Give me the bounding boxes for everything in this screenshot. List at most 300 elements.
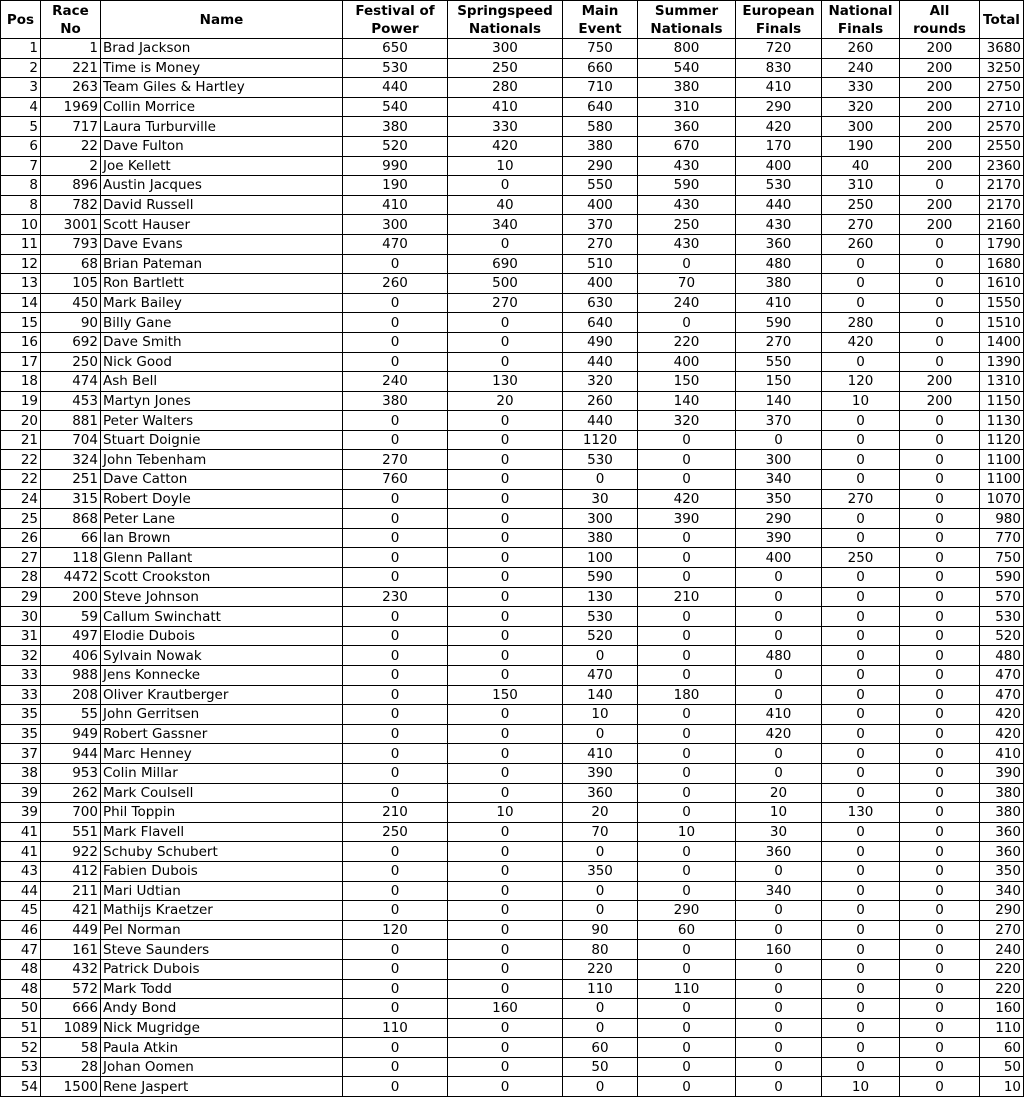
cell-name: Scott Hauser xyxy=(101,215,343,235)
cell-race-no: 22 xyxy=(41,136,101,156)
cell-european-finals: 0 xyxy=(736,744,822,764)
cell-festival-of-power: 0 xyxy=(343,763,448,783)
cell-pos: 48 xyxy=(1,959,41,979)
cell-festival-of-power: 0 xyxy=(343,861,448,881)
cell-name: Dave Evans xyxy=(101,234,343,254)
cell-race-no: 700 xyxy=(41,803,101,823)
cell-race-no: 988 xyxy=(41,666,101,686)
cell-all-rounds: 0 xyxy=(900,920,980,940)
cell-summer-nationals: 0 xyxy=(638,470,736,490)
table-row xyxy=(1,509,1024,529)
table-row xyxy=(1,724,1024,744)
cell-main-event: 0 xyxy=(563,999,638,1019)
cell-summer-nationals: 220 xyxy=(638,332,736,352)
cell-race-no: 497 xyxy=(41,626,101,646)
cell-european-finals: 0 xyxy=(736,568,822,588)
cell-european-finals: 410 xyxy=(736,78,822,98)
cell-national-finals: 330 xyxy=(822,78,900,98)
cell-summer-nationals: 320 xyxy=(638,411,736,431)
cell-national-finals: 0 xyxy=(822,528,900,548)
cell-main-event: 490 xyxy=(563,332,638,352)
cell-summer-nationals: 0 xyxy=(638,548,736,568)
cell-all-rounds: 0 xyxy=(900,332,980,352)
cell-main-event: 0 xyxy=(563,901,638,921)
cell-summer-nationals: 670 xyxy=(638,136,736,156)
cell-pos: 51 xyxy=(1,1018,41,1038)
cell-race-no: 449 xyxy=(41,920,101,940)
cell-name: Glenn Pallant xyxy=(101,548,343,568)
cell-pos: 5 xyxy=(1,117,41,137)
cell-total: 290 xyxy=(980,901,1024,921)
cell-pos: 15 xyxy=(1,313,41,333)
cell-springspeed-nationals: 0 xyxy=(448,1077,563,1097)
cell-main-event: 0 xyxy=(563,1018,638,1038)
cell-pos: 17 xyxy=(1,352,41,372)
cell-european-finals: 0 xyxy=(736,999,822,1019)
cell-summer-nationals: 70 xyxy=(638,274,736,294)
cell-total: 2170 xyxy=(980,195,1024,215)
table-row xyxy=(1,136,1024,156)
cell-main-event: 530 xyxy=(563,450,638,470)
cell-european-finals: 0 xyxy=(736,763,822,783)
cell-festival-of-power: 230 xyxy=(343,587,448,607)
table-row xyxy=(1,842,1024,862)
cell-european-finals: 350 xyxy=(736,489,822,509)
cell-main-event: 400 xyxy=(563,195,638,215)
cell-springspeed-nationals: 250 xyxy=(448,58,563,78)
cell-race-no: 868 xyxy=(41,509,101,529)
cell-main-event: 470 xyxy=(563,666,638,686)
cell-festival-of-power: 0 xyxy=(343,528,448,548)
cell-national-finals: 0 xyxy=(822,1057,900,1077)
cell-festival-of-power: 0 xyxy=(343,842,448,862)
cell-all-rounds: 0 xyxy=(900,607,980,627)
cell-pos: 35 xyxy=(1,705,41,725)
cell-main-event: 510 xyxy=(563,254,638,274)
cell-pos: 10 xyxy=(1,215,41,235)
cell-pos: 2 xyxy=(1,58,41,78)
cell-national-finals: 0 xyxy=(822,881,900,901)
table-row xyxy=(1,391,1024,411)
cell-main-event: 70 xyxy=(563,822,638,842)
cell-festival-of-power: 0 xyxy=(343,1077,448,1097)
cell-festival-of-power: 0 xyxy=(343,744,448,764)
cell-european-finals: 370 xyxy=(736,411,822,431)
cell-race-no: 55 xyxy=(41,705,101,725)
cell-festival-of-power: 120 xyxy=(343,920,448,940)
cell-summer-nationals: 430 xyxy=(638,156,736,176)
cell-name: Colin Millar xyxy=(101,763,343,783)
cell-summer-nationals: 0 xyxy=(638,724,736,744)
table-row xyxy=(1,548,1024,568)
cell-pos: 22 xyxy=(1,450,41,470)
cell-name: Oliver Krautberger xyxy=(101,685,343,705)
cell-all-rounds: 0 xyxy=(900,1038,980,1058)
cell-all-rounds: 0 xyxy=(900,1077,980,1097)
cell-pos: 14 xyxy=(1,293,41,313)
cell-festival-of-power: 0 xyxy=(343,646,448,666)
cell-springspeed-nationals: 0 xyxy=(448,822,563,842)
cell-pos: 47 xyxy=(1,940,41,960)
cell-springspeed-nationals: 330 xyxy=(448,117,563,137)
cell-race-no: 944 xyxy=(41,744,101,764)
cell-total: 2550 xyxy=(980,136,1024,156)
cell-total: 480 xyxy=(980,646,1024,666)
cell-national-finals: 0 xyxy=(822,450,900,470)
cell-national-finals: 0 xyxy=(822,783,900,803)
table-row xyxy=(1,666,1024,686)
cell-main-event: 520 xyxy=(563,626,638,646)
cell-national-finals: 0 xyxy=(822,293,900,313)
cell-total: 110 xyxy=(980,1018,1024,1038)
cell-name: Elodie Dubois xyxy=(101,626,343,646)
cell-festival-of-power: 0 xyxy=(343,940,448,960)
cell-race-no: 412 xyxy=(41,861,101,881)
cell-main-event: 30 xyxy=(563,489,638,509)
table-row xyxy=(1,1018,1024,1038)
cell-race-no: 474 xyxy=(41,372,101,392)
cell-springspeed-nationals: 10 xyxy=(448,156,563,176)
cell-summer-nationals: 540 xyxy=(638,58,736,78)
cell-name: Austin Jacques xyxy=(101,176,343,196)
table-row xyxy=(1,920,1024,940)
cell-national-finals: 0 xyxy=(822,646,900,666)
cell-name: Robert Doyle xyxy=(101,489,343,509)
cell-pos: 33 xyxy=(1,666,41,686)
cell-all-rounds: 0 xyxy=(900,352,980,372)
cell-summer-nationals: 250 xyxy=(638,215,736,235)
cell-all-rounds: 0 xyxy=(900,548,980,568)
cell-total: 160 xyxy=(980,999,1024,1019)
cell-race-no: 953 xyxy=(41,763,101,783)
cell-main-event: 360 xyxy=(563,783,638,803)
cell-summer-nationals: 0 xyxy=(638,254,736,274)
table-row xyxy=(1,450,1024,470)
cell-pos: 31 xyxy=(1,626,41,646)
cell-all-rounds: 0 xyxy=(900,450,980,470)
cell-total: 590 xyxy=(980,568,1024,588)
cell-total: 2360 xyxy=(980,156,1024,176)
cell-main-event: 440 xyxy=(563,352,638,372)
cell-race-no: 262 xyxy=(41,783,101,803)
cell-summer-nationals: 0 xyxy=(638,842,736,862)
cell-name: Peter Lane xyxy=(101,509,343,529)
cell-national-finals: 0 xyxy=(822,959,900,979)
cell-all-rounds: 0 xyxy=(900,489,980,509)
cell-all-rounds: 0 xyxy=(900,901,980,921)
cell-main-event: 300 xyxy=(563,509,638,529)
table-row xyxy=(1,861,1024,881)
cell-total: 2750 xyxy=(980,78,1024,98)
cell-name: Joe Kellett xyxy=(101,156,343,176)
cell-european-finals: 360 xyxy=(736,234,822,254)
cell-pos: 8 xyxy=(1,195,41,215)
cell-springspeed-nationals: 690 xyxy=(448,254,563,274)
cell-springspeed-nationals: 0 xyxy=(448,626,563,646)
cell-springspeed-nationals: 420 xyxy=(448,136,563,156)
cell-european-finals: 0 xyxy=(736,626,822,646)
cell-total: 2160 xyxy=(980,215,1024,235)
cell-pos: 54 xyxy=(1,1077,41,1097)
header-summer-nationals: Summer Nationals xyxy=(638,1,736,39)
cell-total: 570 xyxy=(980,587,1024,607)
cell-all-rounds: 200 xyxy=(900,58,980,78)
header-national-finals: National Finals xyxy=(822,1,900,39)
cell-summer-nationals: 140 xyxy=(638,391,736,411)
cell-springspeed-nationals: 0 xyxy=(448,783,563,803)
table-row xyxy=(1,293,1024,313)
cell-festival-of-power: 110 xyxy=(343,1018,448,1038)
cell-european-finals: 550 xyxy=(736,352,822,372)
cell-race-no: 324 xyxy=(41,450,101,470)
cell-total: 1100 xyxy=(980,450,1024,470)
cell-summer-nationals: 0 xyxy=(638,430,736,450)
cell-springspeed-nationals: 0 xyxy=(448,763,563,783)
cell-pos: 24 xyxy=(1,489,41,509)
cell-total: 240 xyxy=(980,940,1024,960)
cell-summer-nationals: 290 xyxy=(638,901,736,921)
cell-european-finals: 360 xyxy=(736,842,822,862)
cell-all-rounds: 0 xyxy=(900,528,980,548)
cell-all-rounds: 0 xyxy=(900,940,980,960)
cell-race-no: 666 xyxy=(41,999,101,1019)
cell-national-finals: 0 xyxy=(822,999,900,1019)
cell-name: Mark Flavell xyxy=(101,822,343,842)
cell-summer-nationals: 110 xyxy=(638,979,736,999)
cell-race-no: 881 xyxy=(41,411,101,431)
cell-festival-of-power: 210 xyxy=(343,803,448,823)
cell-summer-nationals: 0 xyxy=(638,1018,736,1038)
cell-pos: 53 xyxy=(1,1057,41,1077)
cell-total: 2170 xyxy=(980,176,1024,196)
cell-total: 2710 xyxy=(980,97,1024,117)
cell-summer-nationals: 0 xyxy=(638,705,736,725)
table-row xyxy=(1,587,1024,607)
cell-race-no: 453 xyxy=(41,391,101,411)
cell-all-rounds: 0 xyxy=(900,509,980,529)
cell-summer-nationals: 0 xyxy=(638,1057,736,1077)
cell-european-finals: 270 xyxy=(736,332,822,352)
cell-national-finals: 130 xyxy=(822,803,900,823)
cell-springspeed-nationals: 0 xyxy=(448,646,563,666)
cell-springspeed-nationals: 300 xyxy=(448,39,563,59)
cell-european-finals: 590 xyxy=(736,313,822,333)
cell-race-no: 692 xyxy=(41,332,101,352)
cell-all-rounds: 0 xyxy=(900,685,980,705)
table-row xyxy=(1,156,1024,176)
cell-festival-of-power: 0 xyxy=(343,783,448,803)
table-row xyxy=(1,195,1024,215)
cell-springspeed-nationals: 0 xyxy=(448,881,563,901)
cell-national-finals: 190 xyxy=(822,136,900,156)
cell-pos: 3 xyxy=(1,78,41,98)
table-row xyxy=(1,430,1024,450)
cell-main-event: 60 xyxy=(563,1038,638,1058)
cell-pos: 39 xyxy=(1,783,41,803)
cell-race-no: 896 xyxy=(41,176,101,196)
cell-festival-of-power: 0 xyxy=(343,411,448,431)
cell-all-rounds: 200 xyxy=(900,117,980,137)
cell-pos: 7 xyxy=(1,156,41,176)
header-total: Total xyxy=(980,1,1024,39)
cell-summer-nationals: 0 xyxy=(638,1038,736,1058)
cell-main-event: 380 xyxy=(563,136,638,156)
cell-main-event: 1120 xyxy=(563,430,638,450)
cell-race-no: 450 xyxy=(41,293,101,313)
cell-main-event: 410 xyxy=(563,744,638,764)
cell-main-event: 0 xyxy=(563,646,638,666)
cell-festival-of-power: 0 xyxy=(343,705,448,725)
cell-main-event: 590 xyxy=(563,568,638,588)
cell-pos: 35 xyxy=(1,724,41,744)
cell-pos: 11 xyxy=(1,234,41,254)
table-row xyxy=(1,215,1024,235)
cell-all-rounds: 0 xyxy=(900,861,980,881)
cell-race-no: 3001 xyxy=(41,215,101,235)
cell-springspeed-nationals: 10 xyxy=(448,803,563,823)
table-row xyxy=(1,176,1024,196)
cell-festival-of-power: 250 xyxy=(343,822,448,842)
cell-main-event: 580 xyxy=(563,117,638,137)
header-european-finals: European Finals xyxy=(736,1,822,39)
cell-springspeed-nationals: 0 xyxy=(448,666,563,686)
cell-festival-of-power: 0 xyxy=(343,724,448,744)
cell-national-finals: 120 xyxy=(822,372,900,392)
cell-name: Laura Turburville xyxy=(101,117,343,137)
cell-pos: 29 xyxy=(1,587,41,607)
cell-all-rounds: 200 xyxy=(900,215,980,235)
cell-festival-of-power: 0 xyxy=(343,666,448,686)
cell-festival-of-power: 0 xyxy=(343,293,448,313)
cell-pos: 41 xyxy=(1,822,41,842)
cell-race-no: 1969 xyxy=(41,97,101,117)
cell-national-finals: 260 xyxy=(822,39,900,59)
cell-total: 1610 xyxy=(980,274,1024,294)
cell-total: 1150 xyxy=(980,391,1024,411)
cell-pos: 30 xyxy=(1,607,41,627)
cell-national-finals: 0 xyxy=(822,724,900,744)
table-row xyxy=(1,646,1024,666)
cell-european-finals: 0 xyxy=(736,920,822,940)
cell-all-rounds: 0 xyxy=(900,470,980,490)
cell-all-rounds: 0 xyxy=(900,822,980,842)
table-row xyxy=(1,528,1024,548)
table-row xyxy=(1,352,1024,372)
cell-total: 1510 xyxy=(980,313,1024,333)
table-row xyxy=(1,901,1024,921)
cell-springspeed-nationals: 0 xyxy=(448,1057,563,1077)
cell-festival-of-power: 0 xyxy=(343,332,448,352)
cell-national-finals: 0 xyxy=(822,822,900,842)
cell-pos: 45 xyxy=(1,901,41,921)
cell-main-event: 270 xyxy=(563,234,638,254)
cell-pos: 13 xyxy=(1,274,41,294)
cell-total: 3680 xyxy=(980,39,1024,59)
table-row xyxy=(1,783,1024,803)
cell-springspeed-nationals: 0 xyxy=(448,332,563,352)
cell-national-finals: 0 xyxy=(822,940,900,960)
cell-main-event: 530 xyxy=(563,607,638,627)
header-springspeed-nationals: Springspeed Nationals xyxy=(448,1,563,39)
cell-festival-of-power: 190 xyxy=(343,176,448,196)
cell-national-finals: 0 xyxy=(822,411,900,431)
cell-springspeed-nationals: 0 xyxy=(448,568,563,588)
cell-all-rounds: 0 xyxy=(900,783,980,803)
cell-national-finals: 0 xyxy=(822,568,900,588)
cell-all-rounds: 200 xyxy=(900,97,980,117)
table-row xyxy=(1,234,1024,254)
cell-springspeed-nationals: 410 xyxy=(448,97,563,117)
cell-festival-of-power: 0 xyxy=(343,568,448,588)
cell-all-rounds: 0 xyxy=(900,881,980,901)
cell-national-finals: 0 xyxy=(822,1018,900,1038)
cell-total: 1130 xyxy=(980,411,1024,431)
cell-total: 220 xyxy=(980,979,1024,999)
cell-main-event: 110 xyxy=(563,979,638,999)
cell-all-rounds: 0 xyxy=(900,176,980,196)
cell-european-finals: 290 xyxy=(736,509,822,529)
cell-national-finals: 300 xyxy=(822,117,900,137)
cell-race-no: 211 xyxy=(41,881,101,901)
cell-european-finals: 830 xyxy=(736,58,822,78)
cell-national-finals: 0 xyxy=(822,744,900,764)
cell-name: Dave Catton xyxy=(101,470,343,490)
cell-main-event: 350 xyxy=(563,861,638,881)
cell-race-no: 251 xyxy=(41,470,101,490)
cell-pos: 33 xyxy=(1,685,41,705)
cell-festival-of-power: 0 xyxy=(343,1057,448,1077)
cell-european-finals: 0 xyxy=(736,1057,822,1077)
cell-pos: 25 xyxy=(1,509,41,529)
cell-european-finals: 10 xyxy=(736,803,822,823)
table-row xyxy=(1,39,1024,59)
cell-national-finals: 260 xyxy=(822,234,900,254)
cell-race-no: 4472 xyxy=(41,568,101,588)
cell-name: Mark Todd xyxy=(101,979,343,999)
cell-pos: 27 xyxy=(1,548,41,568)
cell-race-no: 717 xyxy=(41,117,101,137)
cell-european-finals: 420 xyxy=(736,724,822,744)
cell-name: Peter Walters xyxy=(101,411,343,431)
header-festival-of-power: Festival of Power xyxy=(343,1,448,39)
cell-national-finals: 280 xyxy=(822,313,900,333)
cell-total: 1100 xyxy=(980,470,1024,490)
cell-summer-nationals: 0 xyxy=(638,568,736,588)
cell-summer-nationals: 420 xyxy=(638,489,736,509)
cell-european-finals: 0 xyxy=(736,587,822,607)
cell-springspeed-nationals: 0 xyxy=(448,176,563,196)
cell-national-finals: 10 xyxy=(822,391,900,411)
cell-total: 1070 xyxy=(980,489,1024,509)
cell-all-rounds: 200 xyxy=(900,78,980,98)
cell-national-finals: 0 xyxy=(822,509,900,529)
cell-pos: 6 xyxy=(1,136,41,156)
cell-all-rounds: 0 xyxy=(900,744,980,764)
cell-festival-of-power: 0 xyxy=(343,607,448,627)
cell-name: Andy Bond xyxy=(101,999,343,1019)
cell-main-event: 20 xyxy=(563,803,638,823)
cell-total: 1390 xyxy=(980,352,1024,372)
cell-national-finals: 0 xyxy=(822,352,900,372)
cell-pos: 22 xyxy=(1,470,41,490)
cell-european-finals: 30 xyxy=(736,822,822,842)
cell-festival-of-power: 300 xyxy=(343,215,448,235)
cell-total: 3250 xyxy=(980,58,1024,78)
cell-all-rounds: 0 xyxy=(900,1018,980,1038)
cell-springspeed-nationals: 0 xyxy=(448,920,563,940)
cell-all-rounds: 200 xyxy=(900,136,980,156)
cell-springspeed-nationals: 0 xyxy=(448,744,563,764)
